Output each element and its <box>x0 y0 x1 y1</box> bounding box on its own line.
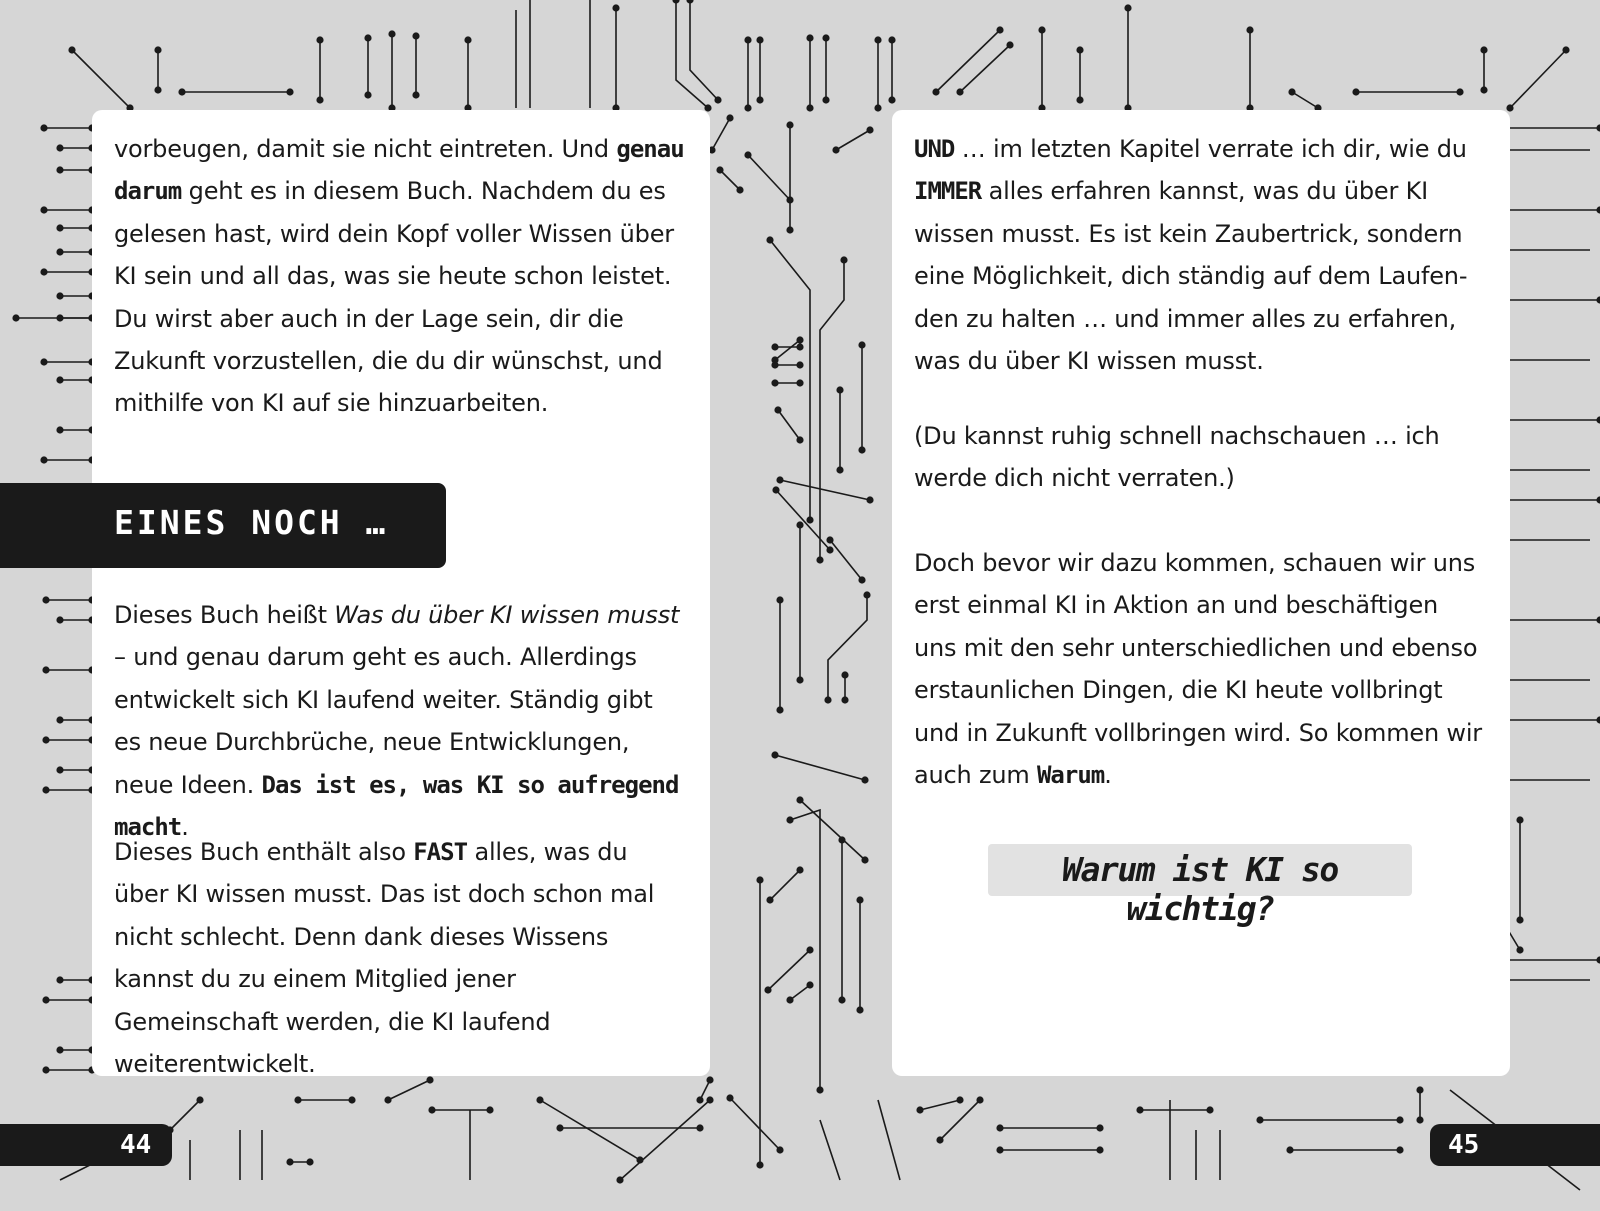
circuit-node <box>384 1096 391 1103</box>
circuit-node <box>56 248 63 255</box>
circuit-node <box>364 34 371 41</box>
circuit-node <box>486 1106 493 1113</box>
circuit-node <box>856 1006 863 1013</box>
circuit-node <box>196 1096 203 1103</box>
circuit-node <box>736 186 743 193</box>
circuit-node <box>856 896 863 903</box>
circuit-node <box>1506 104 1513 111</box>
circuit-node <box>1480 46 1487 53</box>
circuit-node <box>714 96 721 103</box>
circuit-node <box>56 716 63 723</box>
circuit-node <box>154 46 161 53</box>
circuit-node <box>1562 46 1569 53</box>
circuit-node <box>866 496 873 503</box>
circuit-node <box>1096 1146 1103 1153</box>
circuit-node <box>1596 956 1600 963</box>
circuit-node <box>42 666 49 673</box>
circuit-node <box>1596 124 1600 131</box>
circuit-node <box>1076 96 1083 103</box>
right-paragraph-2 <box>914 415 1486 500</box>
circuit-node <box>316 96 323 103</box>
circuit-trace <box>836 130 870 150</box>
right-page <box>892 110 1510 1076</box>
circuit-trace <box>770 870 800 900</box>
circuit-node <box>536 1096 543 1103</box>
circuit-trace <box>775 340 800 360</box>
circuit-node <box>796 796 803 803</box>
circuit-trace <box>776 490 830 550</box>
circuit-node <box>726 1094 733 1101</box>
circuit-node <box>1516 946 1523 953</box>
right-paragraph-1 <box>914 128 1486 382</box>
text-run: – und genau darum geht es auch. Allerdings entwickelt sich KI laufend weiter. Ständig gibt es neue Durchbrüche, neue Entwicklungen, neue Ideen. <box>114 643 653 799</box>
circuit-node <box>696 1124 703 1131</box>
italic-book-title: Was du über KI wissen musst <box>334 601 680 629</box>
circuit-node <box>56 976 63 983</box>
circuit-trace <box>72 50 130 108</box>
circuit-trace <box>730 1098 780 1150</box>
circuit-trace <box>830 540 862 580</box>
circuit-node <box>1480 86 1487 93</box>
circuit-node <box>1396 1146 1403 1153</box>
page-number-tab-right <box>1430 1124 1600 1166</box>
circuit-node <box>806 946 813 953</box>
circuit-trace <box>1510 50 1566 108</box>
circuit-trace <box>920 1100 960 1110</box>
circuit-node <box>1596 716 1600 723</box>
circuit-node <box>1416 1116 1423 1123</box>
circuit-node <box>42 1066 49 1073</box>
circuit-trace <box>712 118 730 150</box>
circuit-node <box>1286 1146 1293 1153</box>
circuit-node <box>756 36 763 43</box>
circuit-node <box>996 1146 1003 1153</box>
circuit-node <box>40 206 47 213</box>
circuit-node <box>306 1158 313 1165</box>
circuit-node <box>704 104 711 111</box>
circuit-node <box>294 1096 301 1103</box>
circuit-node <box>822 96 829 103</box>
circuit-node <box>56 224 63 231</box>
circuit-node <box>42 596 49 603</box>
circuit-node <box>996 26 1003 33</box>
circuit-trace <box>790 810 820 1090</box>
page-number-right: 45 <box>1448 1130 1480 1160</box>
circuit-node <box>836 466 843 473</box>
section-heading: EINES NOCH … <box>114 503 389 542</box>
circuit-node <box>40 124 47 131</box>
circuit-node <box>672 0 679 4</box>
text-run: (Du kannst ruhig schnell nachschauen … ich werde dich nicht verraten.) <box>914 422 1440 493</box>
circuit-node <box>412 91 419 98</box>
right-paragraph-3 <box>914 542 1486 796</box>
circuit-node <box>756 876 763 883</box>
circuit-node <box>40 358 47 365</box>
circuit-node <box>1596 416 1600 423</box>
circuit-node <box>838 996 845 1003</box>
circuit-node <box>786 226 793 233</box>
circuit-node <box>796 866 803 873</box>
circuit-node <box>861 856 868 863</box>
circuit-node <box>796 521 803 528</box>
circuit-node <box>154 86 161 93</box>
circuit-trace <box>778 410 800 440</box>
circuit-node <box>832 146 839 153</box>
bold-text: genau darum <box>114 135 684 206</box>
circuit-node <box>1596 616 1600 623</box>
circuit-node <box>286 88 293 95</box>
circuit-node <box>364 91 371 98</box>
circuit-node <box>556 1124 563 1131</box>
circuit-node <box>744 104 751 111</box>
circuit-node <box>840 256 847 263</box>
circuit-node <box>1596 496 1600 503</box>
chapter-title-box <box>988 844 1412 928</box>
circuit-node <box>56 426 63 433</box>
bold-text: Das ist es, was KI so aufregend macht <box>114 770 679 842</box>
circuit-node <box>824 696 831 703</box>
circuit-node <box>1516 916 1523 923</box>
circuit-node <box>771 751 778 758</box>
circuit-node <box>756 96 763 103</box>
circuit-node <box>796 361 803 368</box>
circuit-trace <box>720 170 740 190</box>
circuit-node <box>774 406 781 413</box>
circuit-node <box>806 34 813 41</box>
circuit-node <box>428 1106 435 1113</box>
circuit-node <box>706 1076 713 1083</box>
circuit-node <box>464 36 471 43</box>
section-heading-bar <box>0 483 446 568</box>
circuit-node <box>806 516 813 523</box>
circuit-node <box>42 996 49 1003</box>
circuit-node <box>1256 1116 1263 1123</box>
circuit-trace <box>828 595 867 700</box>
circuit-node <box>796 676 803 683</box>
circuit-node <box>1416 1086 1423 1093</box>
bold-text: UND <box>914 135 955 163</box>
circuit-node <box>42 736 49 743</box>
circuit-node <box>796 436 803 443</box>
circuit-node <box>1288 88 1295 95</box>
circuit-node <box>56 1046 63 1053</box>
circuit-node <box>40 268 47 275</box>
circuit-node <box>56 166 63 173</box>
text-run: Dieses Buch enthält also <box>114 838 414 866</box>
circuit-trace <box>1292 92 1318 108</box>
circuit-node <box>771 343 778 350</box>
circuit-trace <box>820 1120 840 1180</box>
left-paragraph-1 <box>114 128 686 425</box>
circuit-node <box>796 379 803 386</box>
circuit-node <box>56 144 63 151</box>
circuit-node <box>866 126 873 133</box>
circuit-node <box>836 386 843 393</box>
circuit-node <box>316 36 323 43</box>
circuit-node <box>874 104 881 111</box>
circuit-trace <box>960 45 1010 92</box>
circuit-node <box>1124 4 1131 11</box>
circuit-node <box>771 356 778 363</box>
text-run: alles, was du über KI wissen musst. Das ist doch schon mal nicht schlecht. Denn dank dieses Wissens kannst du zu einem Mitglied jener Gemeinschaft werden, die KI laufend weiterentwickelt. <box>114 838 655 1079</box>
circuit-node <box>822 34 829 41</box>
circuit-trace <box>790 985 810 1000</box>
circuit-node <box>816 1086 823 1093</box>
circuit-node <box>888 96 895 103</box>
circuit-node <box>858 446 865 453</box>
circuit-node <box>786 996 793 1003</box>
circuit-trace <box>676 0 708 108</box>
circuit-node <box>776 476 783 483</box>
circuit-node <box>996 1124 1003 1131</box>
circuit-node <box>612 4 619 11</box>
circuit-node <box>56 292 63 299</box>
circuit-node <box>826 546 833 553</box>
circuit-node <box>796 336 803 343</box>
circuit-node <box>744 151 751 158</box>
circuit-trace <box>690 0 718 100</box>
circuit-node <box>686 0 693 4</box>
circuit-node <box>1006 41 1013 48</box>
circuit-node <box>841 671 848 678</box>
circuit-trace <box>936 30 1000 92</box>
circuit-node <box>816 556 823 563</box>
circuit-node <box>1136 1106 1143 1113</box>
circuit-node <box>412 32 419 39</box>
circuit-node <box>696 1096 703 1103</box>
circuit-node <box>826 536 833 543</box>
circuit-node <box>776 706 783 713</box>
circuit-node <box>1596 206 1600 213</box>
circuit-trace <box>540 1100 640 1160</box>
circuit-node <box>1456 88 1463 95</box>
circuit-node <box>42 786 49 793</box>
circuit-node <box>874 36 881 43</box>
circuit-trace <box>800 800 865 860</box>
circuit-trace <box>775 755 865 780</box>
text-run: geht es in diesem Buch. Nachdem du es gelesen hast, wird dein Kopf voller Wissen über KI sein und all das, was sie heute schon leistet. Du wirst aber auch in der Lage sein, dir die Zukunft vorzustellen, die du dir wünschst, und mithilfe von KI auf sie hinzuarbeiten. <box>114 177 674 418</box>
circuit-node <box>764 986 771 993</box>
circuit-node <box>348 1096 355 1103</box>
bold-text: FAST <box>413 838 468 866</box>
circuit-node <box>936 1136 943 1143</box>
circuit-node <box>772 486 779 493</box>
circuit-node <box>68 46 75 53</box>
text-run: Doch bevor wir dazu kommen, schauen wir uns erst einmal KI in Aktion an und beschäftigen uns mit den sehr unterschiedlichen und ebenso erstaunlichen Dingen, die KI heute vollbringt und in Zukunft vollbringen wird. So kommen wir auch zum <box>914 549 1482 790</box>
circuit-trace <box>780 480 870 500</box>
circuit-node <box>858 341 865 348</box>
circuit-node <box>56 376 63 383</box>
circuit-node <box>863 591 870 598</box>
circuit-node <box>956 1096 963 1103</box>
text-run: … im letzten Kapitel verrate ich dir, wie du <box>954 135 1467 163</box>
circuit-node <box>616 1176 623 1183</box>
circuit-trace <box>170 1100 200 1130</box>
circuit-node <box>838 836 845 843</box>
text-run: vorbeugen, damit sie nicht eintreten. Und <box>114 135 617 163</box>
circuit-node <box>766 236 773 243</box>
circuit-node <box>716 166 723 173</box>
circuit-node <box>796 343 803 350</box>
circuit-node <box>12 314 19 321</box>
left-paragraph-3 <box>114 831 686 1085</box>
text-run: Dieses Buch heißt <box>114 601 335 629</box>
circuit-node <box>776 596 783 603</box>
circuit-node <box>1596 296 1600 303</box>
circuit-node <box>861 776 868 783</box>
chapter-title: Warum ist KI so wichtig? <box>1062 850 1338 928</box>
circuit-node <box>178 88 185 95</box>
circuit-node <box>1352 88 1359 95</box>
bold-text: IMMER <box>914 177 982 206</box>
left-paragraph-2 <box>114 594 686 848</box>
circuit-node <box>1038 26 1045 33</box>
circuit-node <box>776 1146 783 1153</box>
text-run: alles erfahren kannst, was du über KI wissen musst. Es ist kein Zaubertrick, sondern eine Möglichkeit, dich ständig auf dem Laufenden zu halten … und immer alles zu erfahren, was du über KI wissen musst. <box>914 177 1468 376</box>
text-run: . <box>181 813 189 842</box>
circuit-node <box>1076 46 1083 53</box>
circuit-node <box>1246 26 1253 33</box>
circuit-trace <box>878 1100 900 1180</box>
page-number-left: 44 <box>120 1130 152 1160</box>
circuit-node <box>1096 1124 1103 1131</box>
circuit-node <box>726 114 733 121</box>
circuit-node <box>56 766 63 773</box>
circuit-trace <box>768 950 810 990</box>
circuit-node <box>1516 816 1523 823</box>
circuit-node <box>841 696 848 703</box>
page-number-tab-left <box>0 1124 172 1166</box>
circuit-trace <box>620 1100 710 1180</box>
circuit-node <box>976 1096 983 1103</box>
circuit-node <box>1396 1116 1403 1123</box>
circuit-node <box>786 816 793 823</box>
circuit-node <box>388 30 395 37</box>
circuit-node <box>956 88 963 95</box>
circuit-node <box>858 576 865 583</box>
circuit-node <box>706 1096 713 1103</box>
circuit-node <box>40 456 47 463</box>
circuit-node <box>756 1161 763 1168</box>
circuit-node <box>806 981 813 988</box>
circuit-trace <box>748 155 790 200</box>
text-run: . <box>1104 761 1112 790</box>
circuit-node <box>806 104 813 111</box>
circuit-node <box>786 121 793 128</box>
circuit-node <box>56 616 63 623</box>
circuit-trace <box>940 1100 980 1140</box>
circuit-node <box>771 379 778 386</box>
left-page <box>92 110 710 1079</box>
bold-text: Warum <box>1036 761 1105 790</box>
circuit-node <box>1206 1106 1213 1113</box>
circuit-node <box>888 36 895 43</box>
circuit-node <box>744 36 751 43</box>
circuit-node <box>932 88 939 95</box>
circuit-node <box>766 896 773 903</box>
circuit-node <box>916 1106 923 1113</box>
circuit-node <box>286 1158 293 1165</box>
